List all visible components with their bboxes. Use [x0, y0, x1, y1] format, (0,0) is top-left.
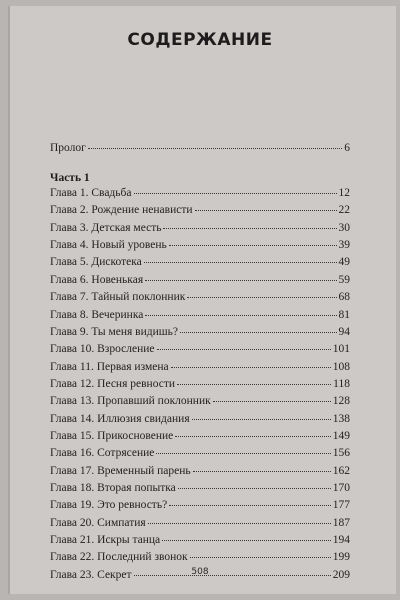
dot-leader: [148, 523, 331, 524]
dot-leader: [169, 505, 331, 506]
toc-entry-page: 68: [338, 291, 350, 304]
toc-entry-chapter: [50, 447, 350, 463]
toc-entry-label: Глава 5. Дискотека: [50, 256, 142, 269]
toc-entry-label: Глава 21. Искры танца: [50, 534, 161, 546]
toc-entry-page: 199: [332, 551, 350, 564]
dot-leader: [162, 540, 331, 541]
toc-entry-chapter: [50, 499, 350, 515]
dot-leader: [193, 471, 331, 472]
toc-entry-label: Глава 12. Песня ревности: [50, 377, 176, 390]
dot-leader: [190, 557, 331, 558]
toc-entry-page: 101: [332, 343, 350, 356]
toc-entry-page: 156: [332, 447, 350, 460]
dot-leader: [213, 401, 331, 402]
toc-entry-label: Глава 17. Временный парень: [50, 464, 191, 477]
toc-entry-label: Глава 8. Вечеринка: [50, 308, 144, 321]
toc-entry-label: Глава 11. Первая измена: [50, 360, 169, 373]
toc-entry-page: 39: [338, 239, 350, 252]
toc-entry-page: 128: [332, 395, 350, 408]
toc-entry-chapter: [50, 222, 350, 238]
dot-leader: [171, 367, 331, 368]
dot-leader: [180, 332, 337, 333]
toc-entry-chapter: [50, 551, 350, 567]
toc-entry-page: 108: [332, 360, 350, 373]
toc-entry-label: Глава 16. Сотрясение: [50, 447, 155, 460]
page-number: 508: [191, 567, 209, 577]
toc-entry-chapter: [50, 309, 350, 325]
toc-entry-label: Глава 9. Ты меня видишь?: [50, 325, 178, 338]
toc-entry-label: Глава 14. Иллюзия свидания: [50, 412, 190, 425]
toc-entry-page: 81: [338, 308, 350, 321]
toc-entry-page: 94: [338, 325, 350, 338]
toc-entry-label: Глава 22. Последний звонок: [50, 551, 188, 564]
dot-leader: [145, 280, 336, 281]
part-heading: Часть 1: [50, 172, 90, 184]
toc-entry-chapter: [50, 291, 350, 307]
toc-entry-chapter: [50, 430, 350, 446]
dot-leader: [144, 262, 337, 263]
toc-entry-prologue: [50, 142, 350, 158]
dot-leader: [175, 436, 330, 437]
toc-entry-chapter: [50, 204, 350, 220]
dot-leader: [88, 148, 342, 149]
toc-entry-page: 12: [338, 187, 350, 199]
toc-entry-chapter: [50, 256, 350, 272]
toc-entry-page: 187: [332, 516, 350, 529]
toc-entry-label: Пролог: [50, 142, 86, 154]
toc-entry-chapter: [50, 343, 350, 359]
toc-entry-label: Глава 6. Новенькая: [50, 273, 144, 286]
toc-entry-chapter: [50, 517, 350, 533]
dot-leader: [134, 193, 337, 194]
toc-entry-label: Глава 4. Новый уровень: [50, 239, 167, 252]
toc-entry-page: 22: [338, 204, 350, 217]
dot-leader: [195, 210, 337, 211]
toc-entry-page: 177: [332, 499, 350, 512]
toc-entry-label: Глава 1. Свадьба: [50, 187, 132, 199]
toc-entry-chapter: [50, 465, 350, 481]
toc-entry-chapter: [50, 534, 350, 550]
toc-entry-label: Глава 19. Это ревность?: [50, 499, 168, 512]
toc-entry-page: 30: [338, 221, 350, 234]
toc-entry-chapter: [50, 326, 350, 342]
toc-entry-page: 149: [332, 429, 350, 442]
page-title: СОДЕРЖАНИЕ: [127, 30, 273, 50]
toc-entry-page: 209: [332, 568, 350, 581]
toc-entry-label: Глава 2. Рождение ненависти: [50, 204, 193, 217]
toc-entry-page: 59: [338, 273, 350, 286]
dot-leader: [178, 488, 331, 489]
toc-entry-label: Глава 7. Тайный поклонник: [50, 291, 186, 304]
toc-entry-chapter: [50, 187, 350, 203]
toc-entry-chapter: [50, 378, 350, 394]
toc-entry-chapter: [50, 239, 350, 255]
toc-entry-page: 162: [332, 464, 350, 477]
dot-leader: [145, 315, 336, 316]
toc-entry-page: 118: [333, 377, 350, 390]
toc-entry-page: 49: [338, 256, 350, 269]
toc-entry-label: Глава 18. Вторая попытка: [50, 482, 176, 494]
toc-entry-page: 138: [332, 412, 350, 425]
toc-entry-page: 6: [344, 142, 350, 154]
dot-leader: [192, 419, 331, 420]
toc-entry-label: Глава 23. Секрет: [50, 568, 132, 581]
dot-leader: [157, 349, 331, 350]
dot-leader: [156, 453, 330, 454]
dot-leader: [169, 245, 337, 246]
dot-leader: [163, 228, 336, 229]
toc-entry-chapter: [50, 413, 350, 429]
toc-entry-label: Глава 15. Прикосновение: [50, 429, 174, 442]
toc-entry-label: Глава 3. Детская месть: [50, 221, 162, 234]
toc-entry-label: Глава 10. Взросление: [50, 343, 155, 356]
dot-leader: [187, 297, 336, 298]
toc-entry-label: Глава 20. Симпатия: [50, 516, 146, 529]
toc-entry-chapter: [50, 274, 350, 290]
dot-leader: [177, 384, 331, 385]
toc-entry-chapter: [50, 395, 350, 411]
toc-entry-chapter: [50, 482, 350, 498]
toc-entry-label: Глава 13. Пропавший поклонник: [50, 395, 211, 408]
toc-entry-chapter: [50, 361, 350, 377]
toc-entry-page: 170: [332, 482, 350, 494]
toc-entry-page: 194: [332, 534, 350, 546]
